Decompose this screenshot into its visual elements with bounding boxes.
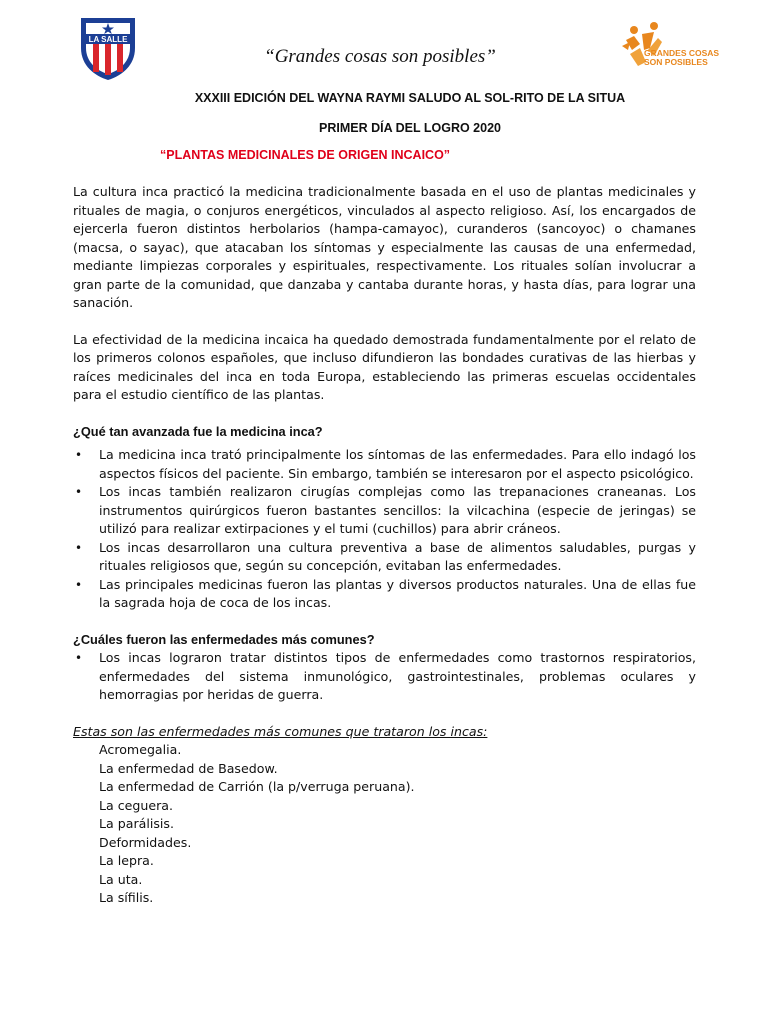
intro-paragraph: La cultura inca practicó la medicina tradicionalmente basada en el uso de plantas medicinales y rituales de magia, o conjuros energéticos, vinculados al aspecto religioso. Así, los encargados de ejercerla fueron distintos herbolarios (hampa-camayoc), curanderos (sancoyoc) o chamanes (macsa, o sayac), que atacaban los síntomas y especialmente las causas de una enfermedad, mediante limpiezas corporales y espirituales, respectivamente. Los rituales solían involucrar a gran parte de la comunidad, que danzaba y cantaba durante horas, y hasta días, para lograr una sanación. <box>73 184 696 310</box>
disease-item: Acromegalia. <box>99 742 182 757</box>
second-paragraph: La efectividad de la medicina incaica ha quedado demostrada fundamentalmente por el relato de los primeros colonos españoles, que incluso difundieron las bondades curativas de las hierbas y raíces medicinales del inca en toda Europa, estableciendo las primeras escuelas occidentales para el estudio científico de las plantas. <box>73 331 696 402</box>
logo-line-2: SON POSIBLES <box>644 57 708 67</box>
list-item: • Los incas desarrollaron una cultura preventiva a base de alimentos saludables, purgas y rituales religiosos que, según su concepción, evitaban las enfermedades. <box>73 539 696 576</box>
disease-item: La ceguera. <box>99 797 174 813</box>
la-salle-shield-logo <box>77 14 139 82</box>
disease-item: La uta. <box>99 871 143 887</box>
grandes-cosas-logo-text <box>644 49 724 67</box>
disease-item: La parálisis. <box>99 816 174 831</box>
question-heading-1: ¿Qué tan avanzada fue la medicina inca? <box>73 423 323 439</box>
bullet-list-1 <box>73 446 696 613</box>
bullet-list-2 <box>73 649 696 705</box>
document-body <box>73 183 696 908</box>
disease-item: Deformidades. <box>99 834 192 850</box>
day-heading: PRIMER DÍA DEL LOGRO 2020 <box>319 121 501 135</box>
document-title: “PLANTAS MEDICINALES DE ORIGEN INCAICO” <box>160 148 451 162</box>
diseases-subheading: Estas son las enfermedades más comunes que trataron los incas: <box>73 723 488 739</box>
question-heading-2: ¿Cuáles fueron las enfermedades más comunes? <box>73 631 375 647</box>
list-item: • Las principales medicinas fueron las plantas y diversos productos naturales. Una de ellas fue la sagrada hoja de coca de los incas. <box>73 576 696 613</box>
disease-item: La lepra. <box>99 853 154 868</box>
disease-item: La sífilis. <box>99 890 154 905</box>
disease-item: La enfermedad de Basedow. <box>99 760 278 776</box>
list-item: • Los incas lograron tratar distintos tipos de enfermedades como trastornos respiratorios, enfermedades del sistema inmunológico, gastrointestinales, problemas oculares y hemorragias por heridas de guerra. <box>73 649 696 705</box>
motto: “Grandes cosas son posibles” <box>264 46 496 67</box>
list-item: • La medicina inca trató principalmente los síntomas de las enfermedades. Para ello indagó los aspectos físicos del paciente. Sin embargo, también se interesaron por el aspecto psicológico. <box>73 446 696 483</box>
diseases-list <box>73 741 696 908</box>
disease-item: La enfermedad de Carrión (la p/verruga peruana). <box>99 779 415 794</box>
logo-line-1: GRANDES COSAS <box>644 48 720 58</box>
event-heading: XXXIII EDICIÓN DEL WAYNA RAYMI SALUDO AL SOL-RITO DE LA SITUA <box>194 91 626 105</box>
logo-text: LA SALLE <box>88 35 128 44</box>
list-item: • Los incas también realizaron cirugías complejas como las trepanaciones craneanas. Los instrumentos quirúrgicos fueron bastantes sencillos: la vilcachina (especie de jeringas) se utilizó para realizar extirpaciones y el tumi (cuchillos) para abrir cráneos. <box>73 483 696 539</box>
